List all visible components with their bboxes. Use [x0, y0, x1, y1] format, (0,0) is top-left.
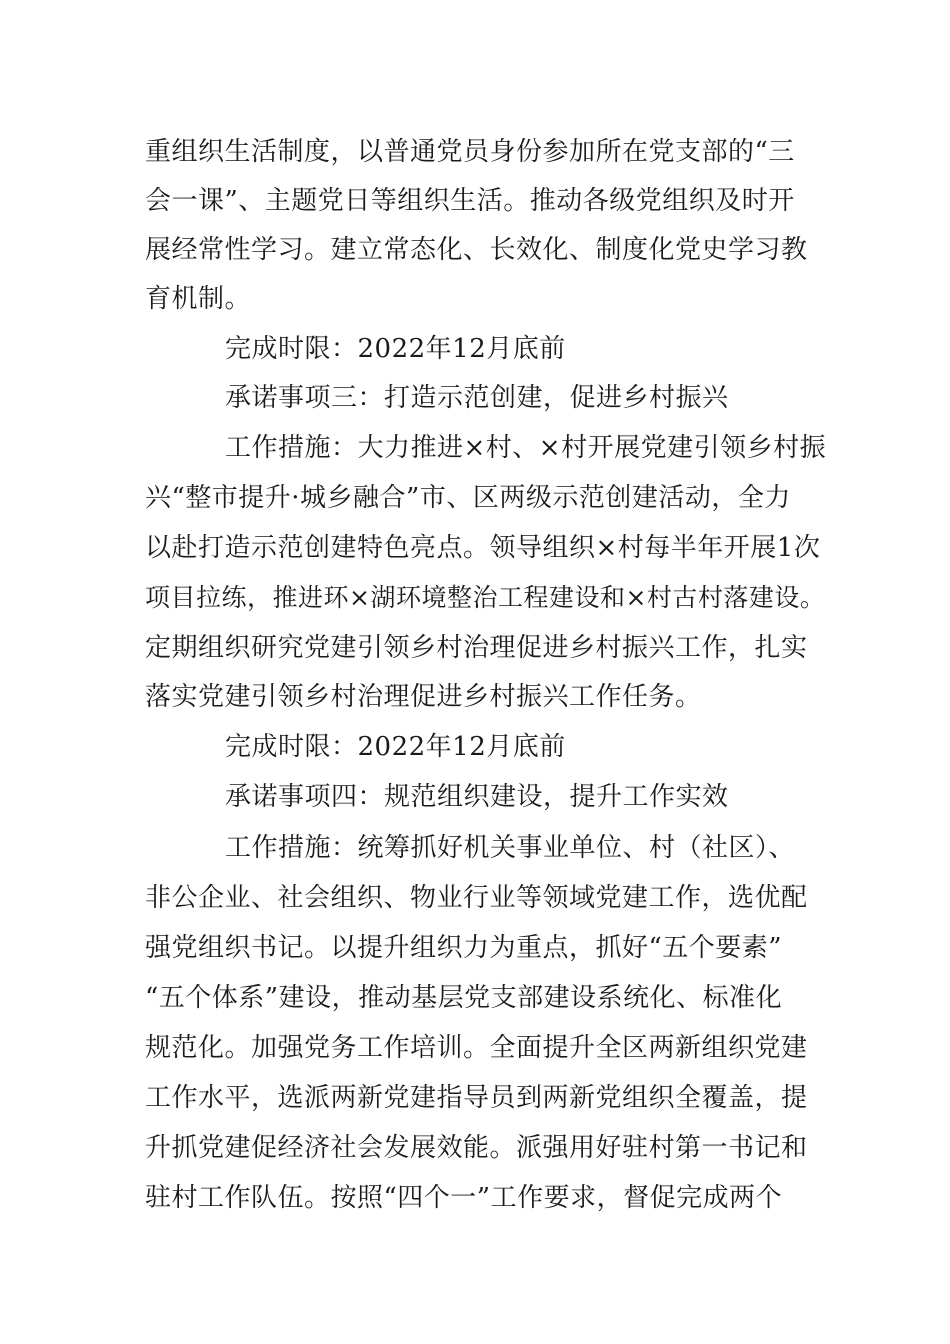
- text-line: “五个体系”建设，推动基层党支部建设系统化、标准化: [145, 983, 783, 1013]
- text-line: 重组织生活制度，以普通党员身份参加所在党支部的“三: [145, 137, 795, 167]
- text-line: 工作措施：大力推进×村、×村开展党建引领乡村振: [225, 433, 827, 463]
- text-line: 兴“整市提升·城乡融合”市、区两级示范创建活动，全力: [145, 483, 791, 513]
- commitment-heading: 承诺事项三：打造示范创建，促进乡村振兴: [225, 383, 729, 413]
- text-line: 定期组织研究党建引领乡村治理促进乡村振兴工作，扎实: [145, 633, 808, 663]
- text-line: 工作水平，选派两新党建指导员到两新党组织全覆盖，提: [145, 1083, 808, 1113]
- text-line: 育机制。: [145, 284, 252, 314]
- text-line: 以赴打造示范创建特色亮点。领导组织×村每半年开展1次: [145, 533, 821, 563]
- text-line: 驻村工作队伍。按照“四个一”工作要求，督促完成两个: [145, 1183, 783, 1213]
- deadline-line: 完成时限：2022年12月底前: [225, 334, 566, 364]
- text-line: 规范化。加强党务工作培训。全面提升全区两新组织党建: [145, 1033, 808, 1063]
- deadline-line: 完成时限：2022年12月底前: [225, 732, 566, 762]
- text-line: 落实党建引领乡村治理促进乡村振兴工作任务。: [145, 682, 702, 712]
- text-line: 非公企业、社会组织、物业行业等领域党建工作，选优配: [145, 883, 808, 913]
- text-line: 工作措施：统筹抓好机关事业单位、村（社区）、: [225, 833, 796, 863]
- text-line: 展经常性学习。建立常态化、长效化、制度化党史学习教: [145, 235, 808, 265]
- commitment-heading: 承诺事项四：规范组织建设，提升工作实效: [225, 782, 729, 812]
- text-line: 会一课”、主题党日等组织生活。推动各级党组织及时开: [145, 186, 795, 216]
- text-line: 强党组织书记。以提升组织力为重点，抓好“五个要素”: [145, 933, 783, 963]
- text-line: 项目拉练，推进环×湖环境整治工程建设和×村古村落建设。: [145, 583, 826, 612]
- text-line: 升抓党建促经济社会发展效能。派强用好驻村第一书记和: [145, 1133, 808, 1163]
